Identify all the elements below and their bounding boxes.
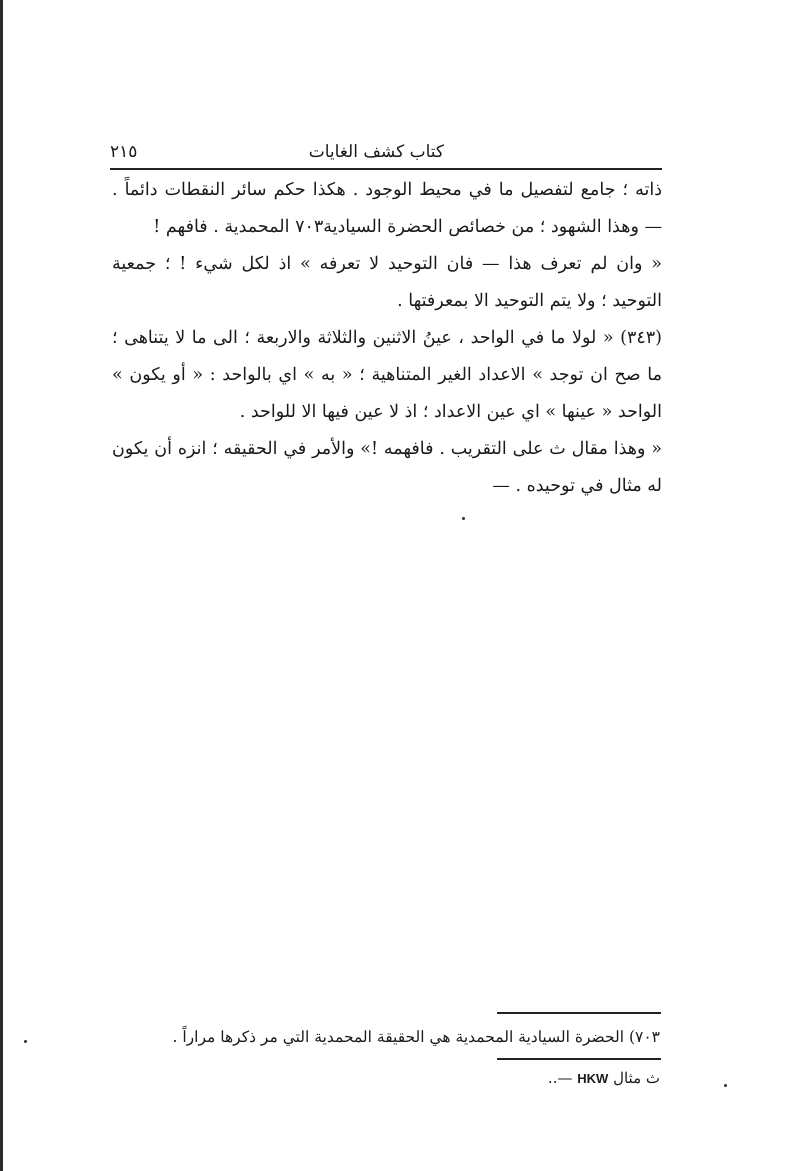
footnote-rule [497,1012,661,1014]
footnote-annotation [490,1069,660,1087]
annotation-prefix: ث مثال [613,1069,660,1087]
footnote-rule-lower [497,1058,661,1060]
scan-speck [724,1084,727,1087]
running-header [110,140,662,168]
page-number: ٢١٥ [110,142,138,162]
header-rule [110,168,662,170]
footnote-703: ٧٠٣) الحضرة السيادية المحمدية هي الحقيقة المحمدية التي مر ذكرها مراراً . [172,1028,660,1046]
main-text [112,172,662,505]
annotation-suffix: —.. [547,1069,573,1087]
page-scan-edge [0,0,3,1171]
book-title: كتاب كشف الغايات [308,142,444,162]
scan-speck [24,1040,27,1043]
paragraph-4: « وهذا مقال ث على التقريب . فافهمه !» والأمر في الحقيقه ؛ انزه أن يكون له مثال في توحيده . — [112,439,662,496]
annotation-code: HKW [577,1071,609,1086]
paragraph-1: ذاته ؛ جامع لتفصيل ما في محيط الوجود . هكذا حكم سائر النقطات دائماً . — وهذا الشهود ؛ من خصائص الحضرة السيادية٧٠٣ المحمدية . فافهم ! [112,180,662,237]
paragraph-2: « وان لم تعرف هذا — فان التوحيد لا تعرفه » اذ لكل شيء ! ؛ جمعية التوحيد ؛ ولا يتم التوحيد الا بمعرفتها . [112,254,662,311]
paragraph-3: (٣٤٣) « لولا ما في الواحد ، عينُ الاثنين والثلاثة والاربعة ؛ الى ما لا يتناهى ؛ ما صح ان توجد » الاعداد الغير المتناهية ؛ « به » اي بالواحد : « أو يكون » الواحد « عينها » اي عين الاعداد ؛ اذ لا عين فيها الا للواحد . [112,328,662,422]
scan-speck [462,517,465,520]
